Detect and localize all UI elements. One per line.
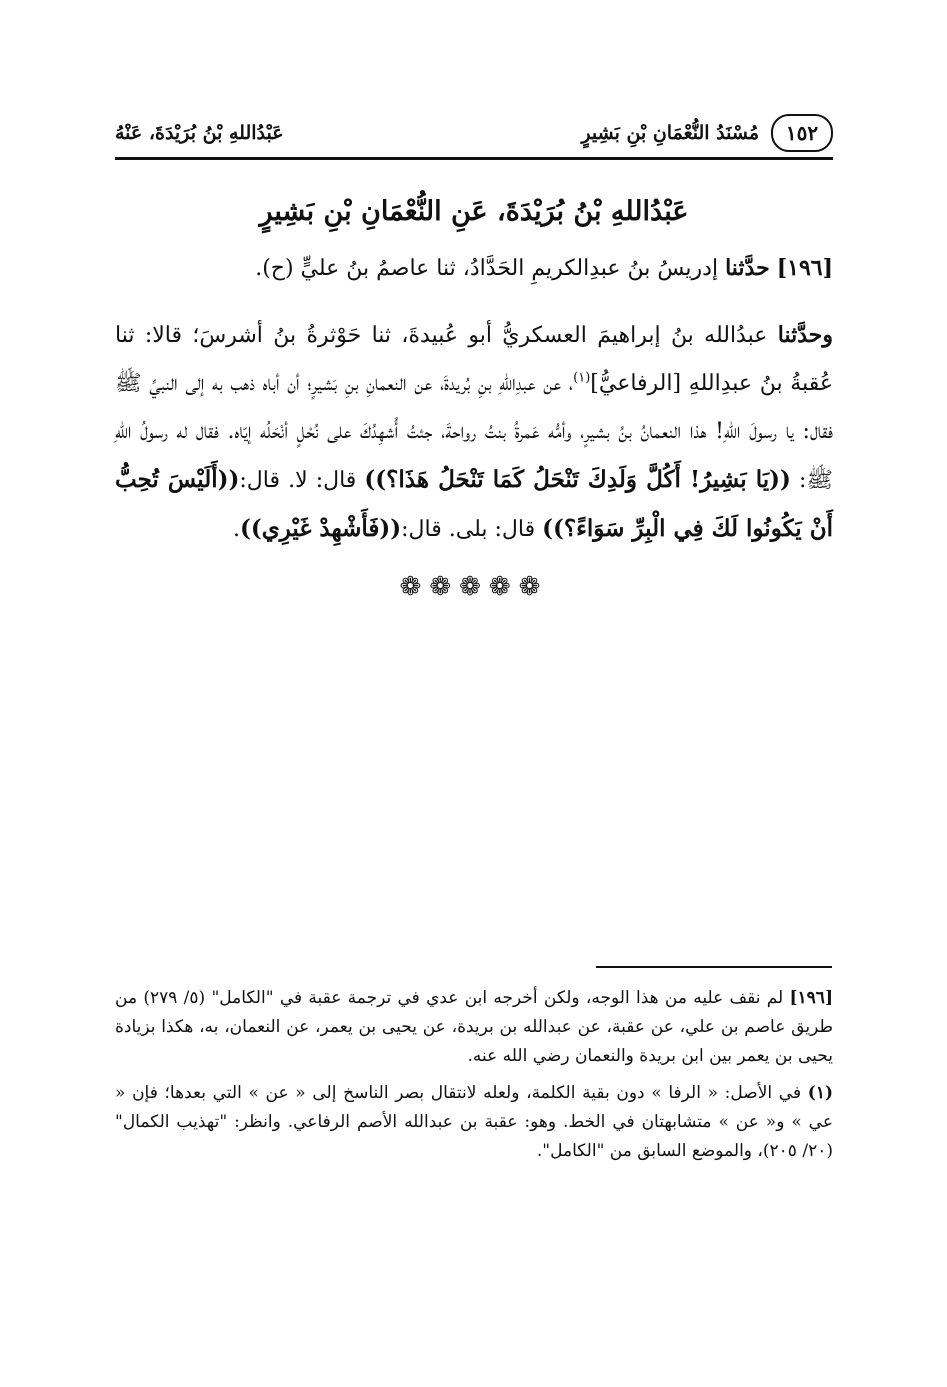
footnote-text: لم نقف عليه من هذا الوجه، ولكن أخرجه ابن عدي في ترجمة عقبة في "الكامل" (٥/ ٢٧٩) من طريق عاصم بن علي، عن عقبة، عن عبدالله بن بريدة، عن يحيى بن يعمر، عن النعمان، به، هكذا بزيادة يحيى بن يعمر بين ابن بريدة والنعمان رضي الله عنه.	[115, 988, 833, 1066]
narration-text: قال: بلى. قال:	[401, 517, 536, 542]
header-chapter-title: عَبْدُاللهِ بْنُ بُرَيْدَةَ، عَنْهُ	[115, 121, 284, 144]
running-header	[115, 112, 833, 160]
footnote-divider	[596, 966, 832, 968]
narration-lead: وحدَّثنا	[777, 322, 833, 348]
prophetic-quote: ((فَأَشْهِدْ غَيْرِي))	[239, 515, 402, 542]
narration-text: ، عن عبدِاللهِ بنِ بُريدةَ، عن النعمانِ بنِ بَشيرٍ؛ أن أباه ذهب به إلى النبيِّ ﷺ فقال: يا رسولَ اللهِ! هذا النعمانُ بنُ بشيرٍ، وأمُّه عَمرةُ بنتُ رواحةَ، جئتُ أُشهِدُكَ على نُحْلٍ أنْحَلُه إيّاه. فقال له رسولُ اللهِ ﷺ:	[115, 371, 833, 493]
narration-text: عبدُالله بنُ إبراهيمَ العسكريُّ أبو عُبيدةَ، ثنا حَوْثرةُ بنُ أشرسَ؛ قالا: ثنا عُقبةُ بنُ عبدِاللهِ [الرفاعيُّ]	[115, 323, 833, 396]
footnote-number: (١)	[807, 1083, 834, 1103]
narration-text: قال: لا. قال:	[239, 468, 357, 493]
hadith-number: [١٩٦]	[776, 255, 833, 281]
page-number: ١٥٢	[771, 114, 833, 152]
header-book-title: مُسْنَدُ النُّعْمَانِ بْنِ بَشِيرٍ	[581, 121, 759, 144]
header-right-group	[581, 114, 833, 152]
prophetic-quote: ((أَلَيْسَ تُحِبُّ أَنْ يَكُونُوا لَكَ فِي الْبِرِّ سَوَاءً؟))	[115, 466, 833, 542]
prophetic-quote: ((يَا بَشِيرُ! أَكُلَّ وَلَدِكَ تَنْحَلُ كَمَا تَنْحَلُ هَذَا؟))	[364, 466, 791, 493]
ornament-divider-icon: ❁❁❁❁❁	[399, 572, 549, 602]
section-title: عَبْدُاللهِ بْنُ بُرَيْدَةَ، عَنِ النُّعْمَانِ بْنِ بَشِيرٍ	[259, 196, 689, 227]
narration-text: إدريسُ بنُ عبدِالكريمِ الحَدَّادُ، ثنا عاصمُ بنُ عليٍّ (ح).	[255, 256, 719, 281]
footnote-number: [١٩٦]	[789, 988, 833, 1008]
footnote-text: في الأصل: « الرفا » دون بقية الكلمة، ولعله لانتقال بصر الناسخ إلى « عن » التي بعدها؛ فإن « عي » و« عن » متشابهتان في الخط. وهو: عقبة بن عبدالله الأصم الرفاعي. وانظر: "تهذيب الكمال" (٢٠/ ٢٠٥)، والموضع السابق من "الكامل".	[115, 1083, 833, 1161]
narration-end: .	[232, 517, 240, 542]
narration-lead: حدَّثنا	[725, 255, 770, 281]
footnotes	[115, 984, 833, 1174]
footnote-reference[interactable]: (١)	[573, 370, 591, 386]
footnote-item	[115, 1079, 833, 1166]
main-text	[115, 190, 833, 602]
hadith-paragraph-1	[115, 244, 833, 293]
hadith-paragraph-2	[115, 311, 833, 554]
footnote-item	[115, 984, 833, 1071]
